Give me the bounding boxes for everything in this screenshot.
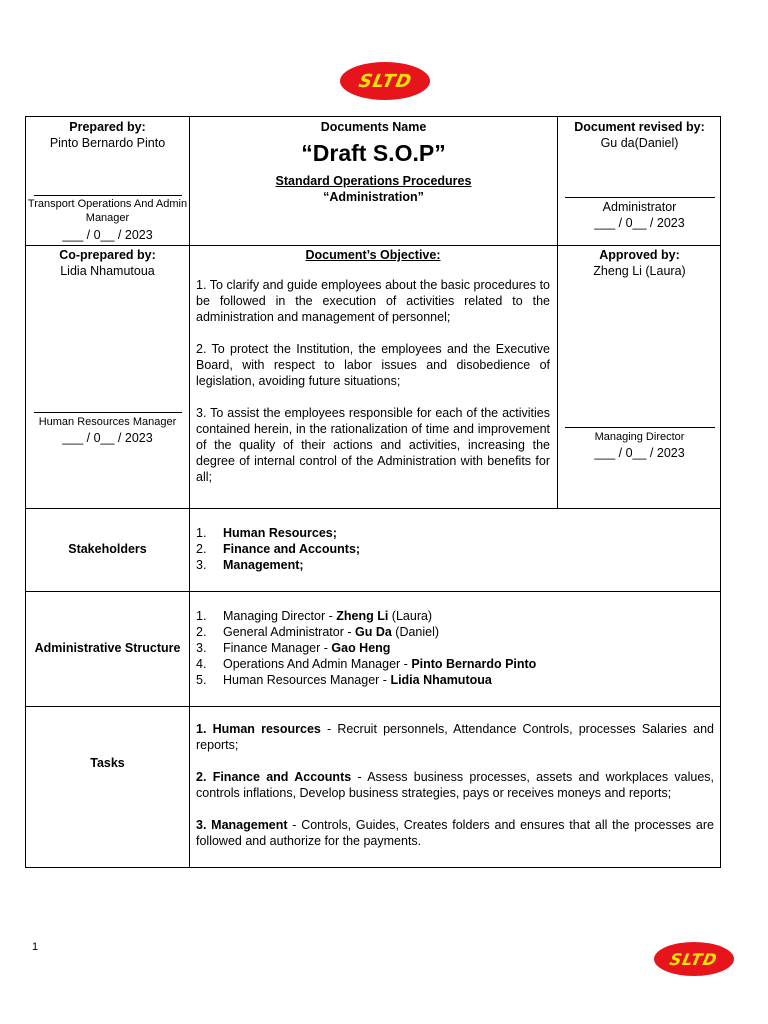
- list-item: 4. Operations And Admin Manager - Pinto Bernardo Pinto: [196, 657, 537, 671]
- coprepared-by-role: Human Resources Manager: [38, 416, 177, 428]
- revised-by-label: Document revised by:: [574, 120, 705, 134]
- coprepared-by-date: ___ / 0__ / 2023: [62, 431, 153, 445]
- approved-by-cell: [558, 247, 721, 279]
- task-item: 3. Management - Controls, Guides, Creates folders and ensures that all the processes are followed and authorize for the payments.: [196, 818, 714, 848]
- tasks-label: Tasks: [90, 756, 125, 770]
- approved-by-name: Zheng Li (Laura): [593, 264, 686, 278]
- logo-text: SLTD: [668, 949, 720, 969]
- revised-by-date: ___ / 0__ / 2023: [594, 216, 685, 230]
- revised-by-role: Administrator: [602, 200, 677, 214]
- structure-list: [196, 608, 716, 688]
- list-item: 3. Management;: [196, 558, 304, 572]
- list-item: 1. Human Resources;: [196, 526, 337, 540]
- company-logo-footer: [654, 942, 734, 976]
- document-subtitle: Standard Operations Procedures: [275, 174, 472, 188]
- objective-item: 1. To clarify and guide employees about the basic procedures to be followed in the execution of activities related to the administration and management of personnel;: [196, 278, 550, 324]
- prepared-by-cell: [26, 119, 189, 151]
- list-item: 2. Finance and Accounts;: [196, 542, 361, 556]
- revised-by-name: Gu da(Daniel): [600, 136, 679, 150]
- prepared-by-role: Transport Operations And Admin Manager: [27, 198, 188, 224]
- signature-line: [565, 427, 715, 428]
- document-title: “Draft S.O.P”: [301, 140, 446, 166]
- objective-item: 2. To protect the Institution, the employees and the Executive Board, with respect to labor issues and disobedience of legislation, avoiding future situations;: [196, 342, 550, 388]
- objective-item: 3. To assist the employees responsible for each of the activities contained herein, in the rationalization of time and improvement of the quality of their actions and activities, increasing the degree of internal control of the Administration with benefits for all;: [196, 406, 550, 484]
- signature-line: [34, 195, 182, 196]
- prepared-by-name: Pinto Bernardo Pinto: [49, 136, 166, 150]
- list-item: 1. Managing Director - Zheng Li (Laura): [196, 609, 433, 623]
- company-logo: [340, 62, 430, 100]
- document-subtitle-2: “Administration”: [323, 190, 424, 204]
- coprepared-by-name: Lidia Nhamutoua: [60, 264, 155, 278]
- signature-line: [565, 197, 715, 198]
- task-item: 1. Human resources - Recruit personnels, Attendance Controls, processes Salaries and reports;: [196, 722, 714, 752]
- approved-by-role: Managing Director: [594, 431, 685, 443]
- coprepared-by-label: Co-prepared by:: [59, 248, 156, 262]
- approved-by-date: ___ / 0__ / 2023: [594, 446, 685, 460]
- objective-label: Document’s Objective:: [305, 248, 441, 262]
- list-item: 3. Finance Manager - Gao Heng: [196, 641, 391, 655]
- approved-by-label: Approved by:: [599, 248, 680, 262]
- stakeholders-list: [196, 525, 716, 573]
- document-name-label: Documents Name: [320, 120, 427, 134]
- list-item: 2. General Administrator - Gu Da (Daniel): [196, 625, 440, 639]
- coprepared-by-cell: [26, 247, 189, 279]
- objective-cell: [196, 247, 550, 485]
- tasks-list: [196, 721, 714, 849]
- task-item: 2. Finance and Accounts - Assess business processes, assets and workplaces values, controls inflations, Develop business strategies, pays or receives moneys and reports;: [196, 770, 714, 800]
- list-item: 5. Human Resources Manager - Lidia Nhamutoua: [196, 673, 492, 687]
- structure-label: Administrative Structure: [34, 641, 181, 655]
- logo-text: SLTD: [356, 70, 414, 92]
- signature-line: [34, 412, 182, 413]
- prepared-by-label: Prepared by:: [69, 120, 146, 134]
- page-number: 1: [32, 941, 39, 953]
- stakeholders-label: Stakeholders: [68, 542, 147, 556]
- sop-table: [25, 116, 721, 868]
- prepared-by-date: ___ / 0__ / 2023: [62, 228, 153, 242]
- document-name-cell: [190, 119, 557, 205]
- revised-by-cell: [558, 119, 721, 151]
